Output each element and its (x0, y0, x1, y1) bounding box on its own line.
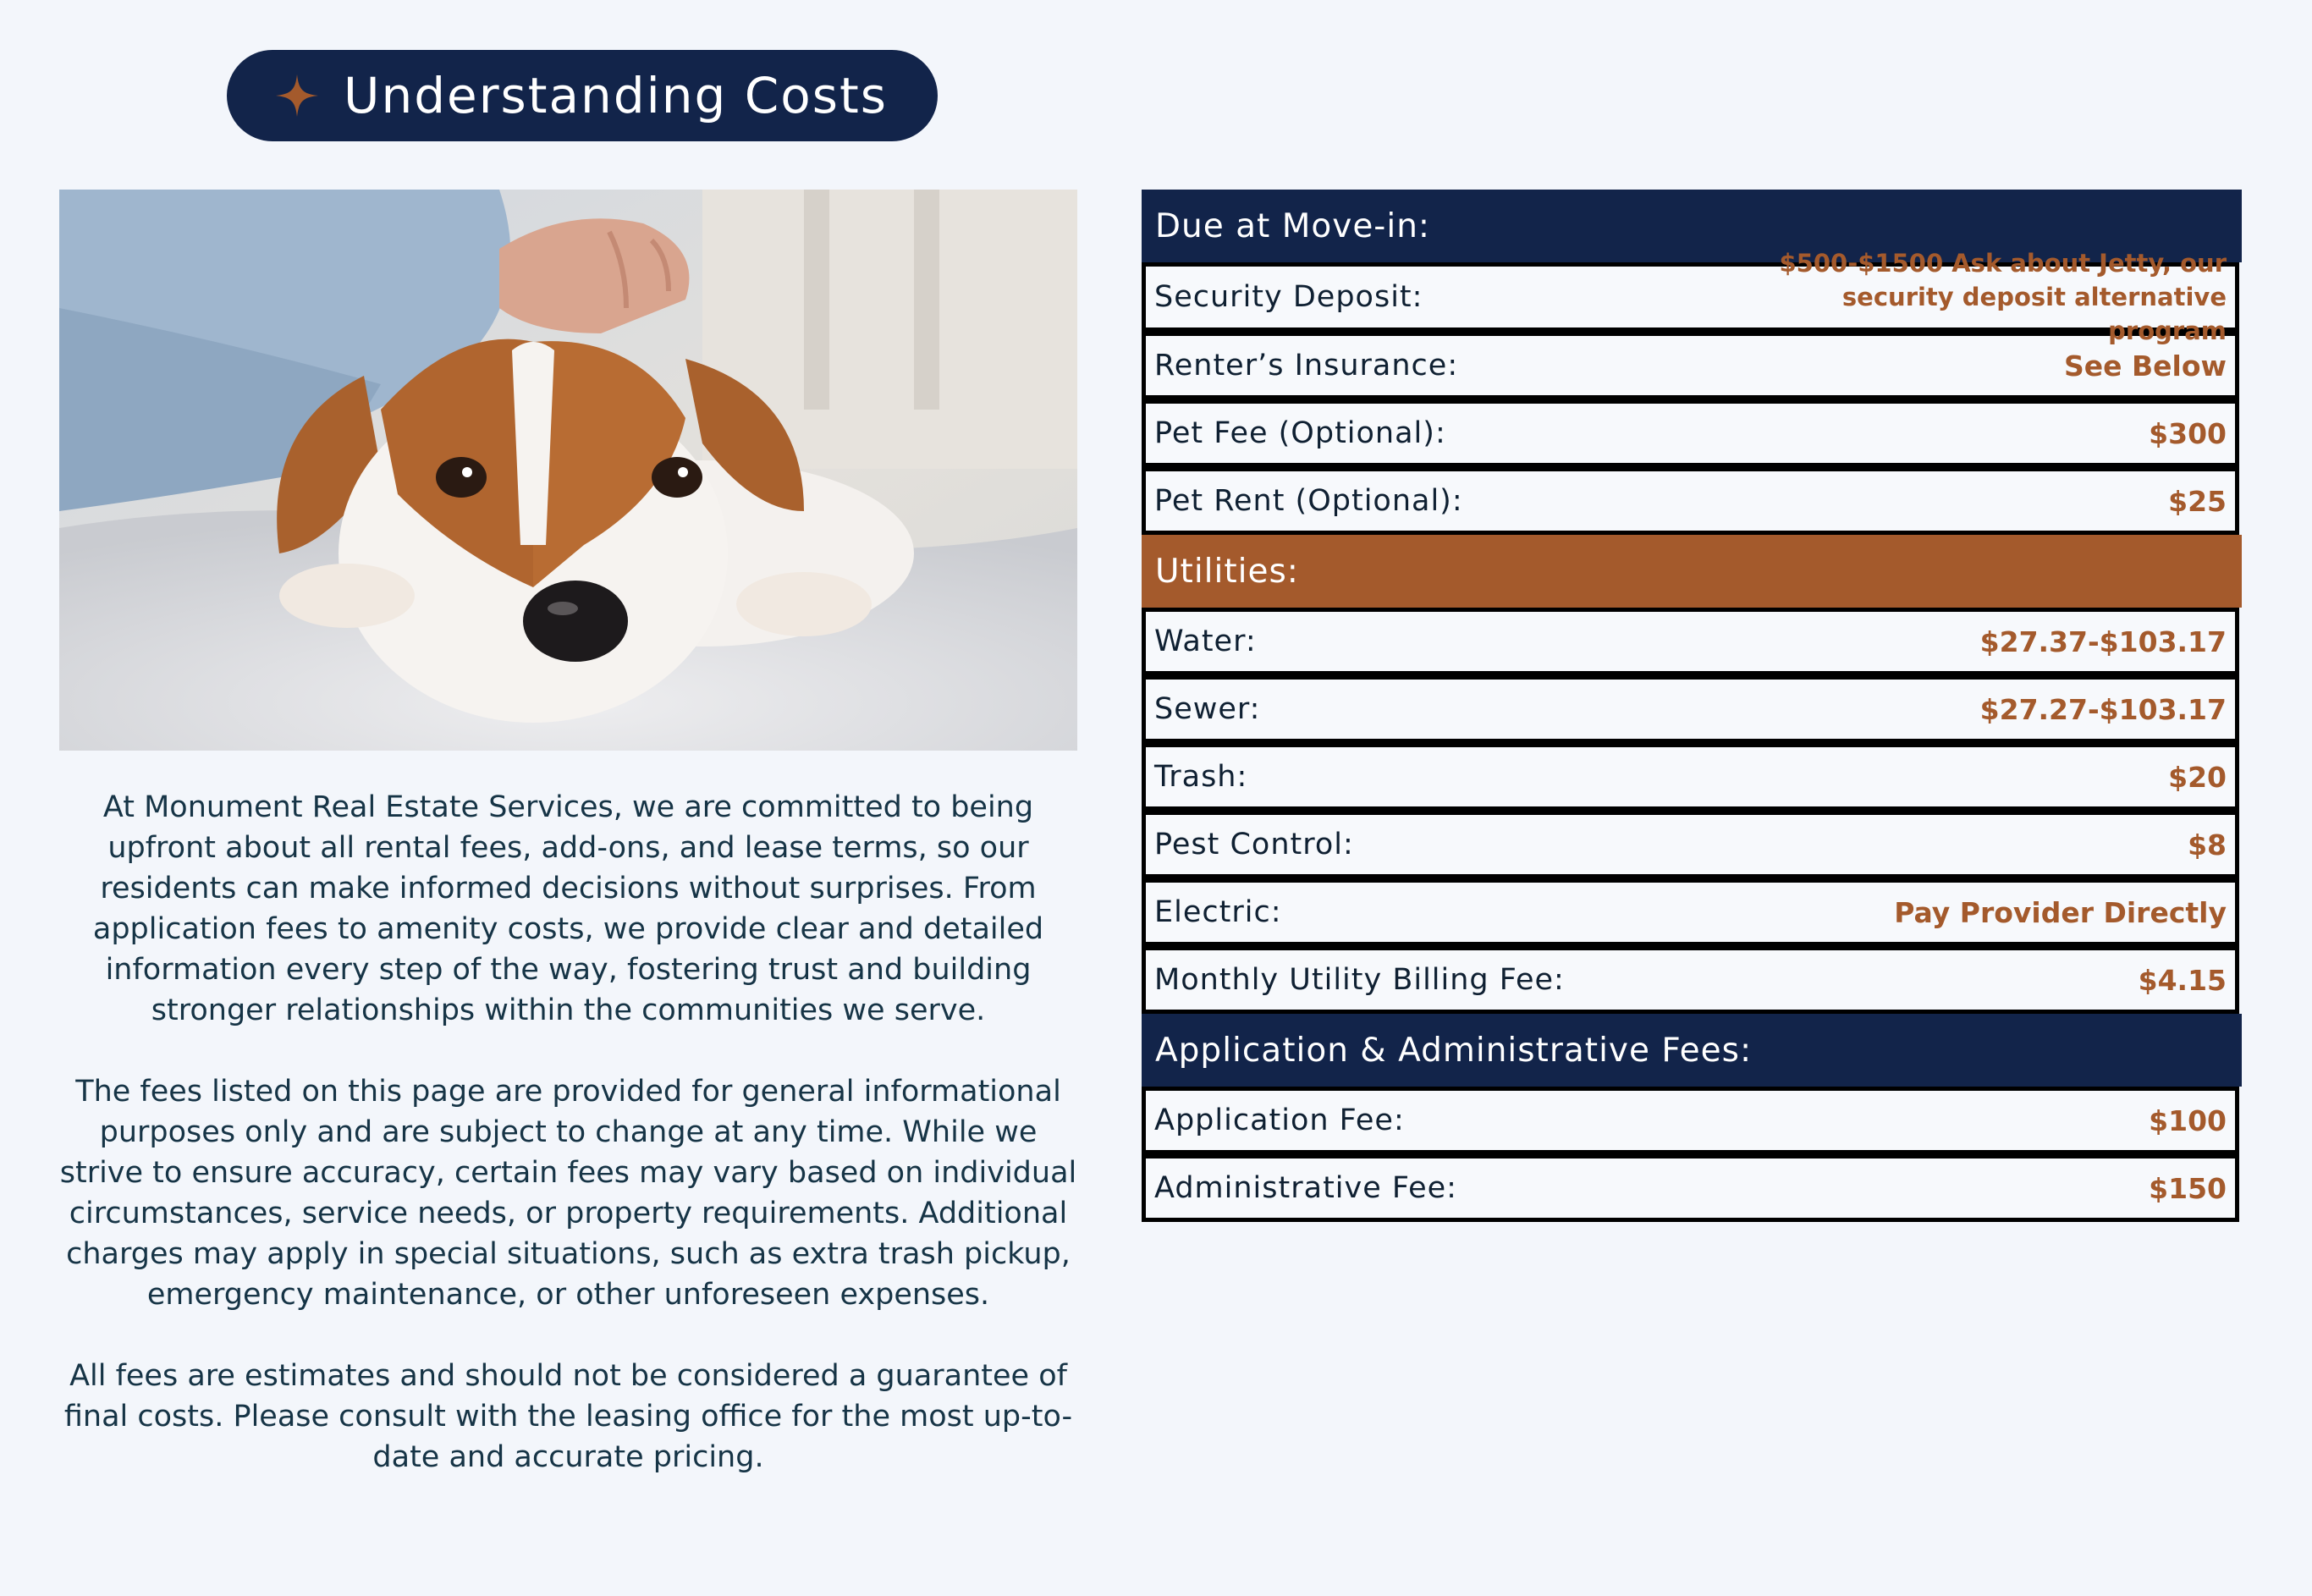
fee-row-security-deposit (1142, 249, 2239, 345)
fee-value: $25 (2168, 484, 2227, 518)
intro-paragraph-3: All fees are estimates and should not be considered a guarantee of final costs. Please consult with the leasing office for the most up-to-date and accurate pricing. (63, 1359, 1073, 1474)
section-header-move-in: Due at Move-in: (1142, 190, 2242, 262)
page-title-banner (227, 50, 938, 141)
fee-label: Electric: (1154, 895, 1282, 929)
fee-value: $4.15 (2138, 963, 2227, 997)
fee-value: $300 (2149, 416, 2227, 450)
page-title: Understanding Costs (344, 67, 888, 124)
puppy-illustration (59, 190, 1077, 751)
puppy-photo (59, 190, 1077, 751)
fee-label: Security Deposit: (1154, 280, 1423, 314)
fee-row-sewer (1142, 675, 2239, 743)
fee-row-pet-rent (1142, 467, 2239, 535)
fee-row-water (1142, 608, 2239, 675)
fee-label: Pet Fee (Optional): (1154, 416, 1446, 450)
fee-value: $500-$1500 Ask about Jetty, our security deposit alternative program (1779, 249, 2227, 345)
fee-value: See Below (2063, 349, 2227, 382)
fee-label: Administrative Fee: (1154, 1171, 1457, 1205)
fee-value: $150 (2149, 1171, 2227, 1205)
fee-value: $27.37-$103.17 (1979, 625, 2227, 658)
four-point-star-icon (274, 73, 320, 118)
fee-row-trash (1142, 743, 2239, 811)
fee-value: $20 (2168, 760, 2227, 794)
fee-row-pest-control (1142, 811, 2239, 878)
section-header-utilities: Utilities: (1142, 535, 2242, 608)
intro-paragraph-2: The fees listed on this page are provided for general informational purposes only and are subject to change at any time. While we strive to ensure accuracy, certain fees may vary based on individual circumstances, service needs, or property requirements. Additional charges may apply in special situations, such as extra trash pickup, emergency maintenance, or other unforeseen expenses. (59, 1075, 1077, 1312)
fee-value: $100 (2149, 1103, 2227, 1137)
fee-row-application-fee (1142, 1087, 2239, 1154)
fee-label: Water: (1154, 625, 1257, 658)
fee-label: Renter’s Insurance: (1154, 349, 1459, 382)
fee-value: Pay Provider Directly (1894, 895, 2227, 929)
section-header-application-fees: Application & Administrative Fees: (1142, 1014, 2242, 1087)
fee-label: Monthly Utility Billing Fee: (1154, 963, 1565, 997)
fee-label: Application Fee: (1154, 1103, 1405, 1137)
fee-label: Sewer: (1154, 692, 1261, 726)
intro-paragraph-1: At Monument Real Estate Services, we are committed to being upfront about all rental fees, add-ons, and lease terms, so our residents can make informed decisions without surprises. From application fees to amenity costs, we provide clear and detailed information every step of the way, fostering trust and building stronger relationships within the communities we serve. (92, 790, 1044, 1027)
fee-row-administrative-fee (1142, 1154, 2239, 1222)
intro-text (59, 787, 1077, 1478)
fee-value: $8 (2188, 828, 2227, 861)
fee-row-electric (1142, 878, 2239, 946)
fee-label: Pest Control: (1154, 828, 1354, 861)
fee-label: Trash: (1154, 760, 1248, 794)
fee-value: $27.27-$103.17 (1979, 692, 2227, 726)
fee-label: Pet Rent (Optional): (1154, 484, 1463, 518)
fees-table (1142, 190, 2242, 1222)
fee-row-utility-billing-fee (1142, 946, 2239, 1014)
fee-row-pet-fee (1142, 399, 2239, 467)
